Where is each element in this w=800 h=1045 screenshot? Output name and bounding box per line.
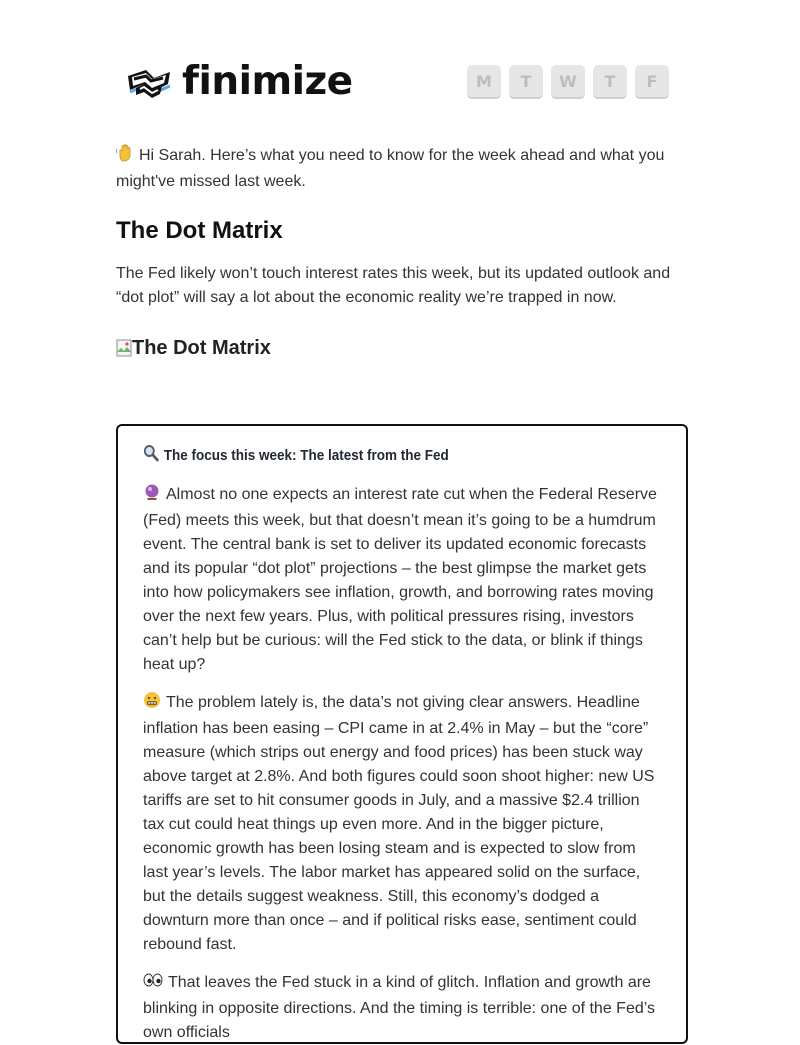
focus-paragraph-1-text: Almost no one expects an interest rate cut when the Federal Reserve (Fed) meets this week, but that doesn’t mean it’s going to be a humdrum event. The central bank is set to deliver its updated economic forecasts and its popular “dot plot” projections – the best glimpse the market gets into how policymakers see inflation, growth, and borrowing rates moving over the next few years. Plus, with political pressures rising, investors can’t help but be curious: will the Fed stick to the data, or blink if things heat up? bbox=[143, 486, 657, 673]
focus-paragraph-3 bbox=[143, 971, 663, 1045]
greeting bbox=[116, 144, 688, 194]
grimacing-face-icon bbox=[143, 691, 161, 717]
finimize-logo[interactable] bbox=[124, 58, 353, 106]
day-tab-thursday[interactable]: T bbox=[593, 65, 627, 99]
focus-paragraph-3-text: That leaves the Fed stuck in a kind of glitch. Inflation and growth are blinking in opposite directions. And the timing is terrible: one of the Fed’s own officials bbox=[143, 974, 655, 1041]
day-tab-friday[interactable]: F bbox=[635, 65, 669, 99]
article-title: The Dot Matrix bbox=[116, 217, 283, 244]
focus-card bbox=[116, 424, 688, 1044]
focus-heading bbox=[143, 444, 449, 466]
focus-paragraph-1 bbox=[143, 483, 663, 677]
weekday-tabs bbox=[467, 65, 669, 99]
crystal-ball-icon bbox=[143, 483, 161, 509]
article-image bbox=[116, 336, 271, 360]
waving-hand-icon bbox=[116, 144, 134, 170]
article-lead: The Fed likely won’t touch interest rates this week, but its updated outlook and “dot plot” will say a lot about the economic reality we’re trapped in now. bbox=[116, 265, 671, 306]
focus-paragraph-2-text: The problem lately is, the data’s not giving clear answers. Headline inflation has been easing – CPI came in at 2.4% in May – but the “core” measure (which strips out energy and food prices) has been stuck way above target at 2.8%. And both figures could soon shoot higher: new US tariffs are set to hit consumer goods in July, and a massive $2.4 trillion tax cut could heat things up even more. And in the bigger picture, economic growth has been losing steam and is expected to slow from last year’s levels. The labor market has appeared solid on the surface, but the details suggest weakness. Still, this economy’s dodged a downturn more than once – and if political risks ease, sentiment could rebound fast. bbox=[143, 694, 655, 953]
day-tab-wednesday[interactable]: W bbox=[551, 65, 585, 99]
greeting-text: Hi Sarah. Here’s what you need to know for the week ahead and what you might've missed last week. bbox=[116, 147, 665, 190]
eyes-icon bbox=[143, 971, 163, 997]
focus-heading-text: The focus this week: The latest from the Fed bbox=[163, 446, 449, 464]
logo-wordmark: finimize bbox=[182, 59, 353, 104]
email-header bbox=[124, 58, 674, 108]
day-tab-tuesday[interactable]: T bbox=[509, 65, 543, 99]
day-tab-monday[interactable]: M bbox=[467, 65, 501, 99]
finimize-logo-icon bbox=[124, 62, 174, 102]
magnifying-glass-icon bbox=[143, 444, 159, 466]
focus-paragraph-2 bbox=[143, 691, 663, 957]
broken-image-icon bbox=[116, 339, 132, 357]
article-image-alt-text: The Dot Matrix bbox=[132, 337, 271, 359]
